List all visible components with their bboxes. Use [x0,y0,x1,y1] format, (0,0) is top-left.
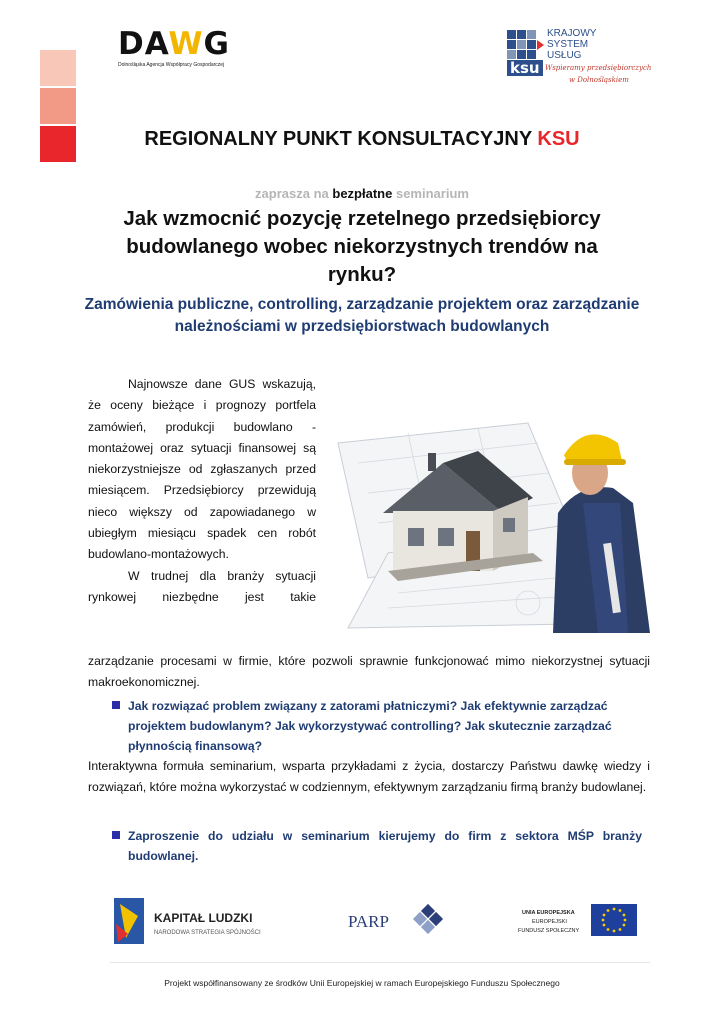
decor-block-mid [40,88,76,124]
eu-efs-logo [518,904,637,936]
seminar-title: Jak wzmocnić pozycję rzetelnego przedsiębiorcy budowlanego wobec niekorzystnych trendów na rynku? [123,207,601,286]
formula-paragraph: Interaktywna formuła seminarium, wsparta przykładami z życia, dostarczy Państwu dawkę wiedzy i rozwiązań, które można wykorzystać w codziennym, efektywnym zarządzaniu firmą branży budowlanej. [88,759,650,795]
dawg-logo [118,28,228,74]
parp-wordmark: PARP [348,912,389,931]
dawg-logo-subtitle: Dolnośląska Agencja Współpracy Gospodarczej [118,62,225,68]
ksu-slogan-line-2: w Dolnośląskiem [569,76,629,84]
footer-note: Projekt współfinansowany ze środków Unii Europejskiej w ramach Europejskiego Funduszu Społecznego [164,978,560,988]
parp-logo [348,904,443,934]
ksu-grid-icon [507,30,537,60]
page-title: REGIONALNY PUNKT KONSULTACYJNY KSU [144,128,580,150]
intro-paragraph-2-rest: zarządzanie procesami w firmie, które pozwoli sprawnie funkcjonować mimo niekorzystnej sytuacji makroekonomicznej. [88,654,650,690]
ksu-short-name: ksu [507,60,543,76]
ksu-full-name: KRAJOWY SYSTEM USŁUG [547,28,597,61]
seminar-subtitle: Zamówienia publiczne, controlling, zarządzanie projektem oraz zarządzanie należnościami w przedsiębiorstwach budowlanych [84,296,640,335]
svg-text:EUROPEJSKI: EUROPEJSKI [532,919,567,925]
intro-paragraph-2-start: W trudnej dla branży sytuacji rynkowej niezbędne jest takie [88,568,316,604]
invite-line: zaprasza na bezpłatne seminarium [255,186,469,201]
footer-logos [110,894,650,948]
intro-column [88,374,316,608]
bullet-square-icon [112,831,120,839]
svg-text:UNIA EUROPEJSKA: UNIA EUROPEJSKA [522,910,575,916]
kapital-ludzki-title: KAPITAŁ LUDZKI [154,911,253,925]
list-item [112,826,642,866]
bullet-square-icon [112,701,120,709]
dawg-logo-word: DAWG [118,26,230,62]
kapital-ludzki-logo [114,898,261,944]
footer-divider [110,962,650,963]
bullet-text: Zaproszenie do udziału w seminarium kierujemy do firm z sektora MŚP branży budowlanej. [128,829,642,863]
ksu-arrow-icon [537,40,544,50]
list-item [112,696,642,756]
intro-paragraph: Najnowsze dane GUS wskazują, że oceny bieżące i prognozy portfela zamówień, produkcji budowlano - montażowej oraz sytuacji finansowej są niekorzystniejsze od zgłaszanych przed miesiącem. Przedsiębiorcy przewidują nieco większy od zapowiadanego w ubiegłym miesiącu spadek cen robót budowlano-montażowych. [88,377,316,562]
house-architect-illustration [328,403,650,633]
ksu-slogan-line-1: Wspieramy przedsiębiorczych [545,64,652,72]
bullet-text: Jak rozwiązać problem związany z zatorami płatniczymi? Jak efektywnie zarządzać projektem budowlanym? Jak wykorzystywać controlling? Jak skutecznie zarządzać płynnością finansową? [128,699,612,753]
decor-block-light [40,50,76,86]
ksu-logo [507,26,652,96]
kapital-ludzki-subtitle: NARODOWA STRATEGIA SPÓJNOŚCI [154,930,261,936]
svg-text:FUNDUSZ SPOŁECZNY: FUNDUSZ SPOŁECZNY [518,928,580,934]
